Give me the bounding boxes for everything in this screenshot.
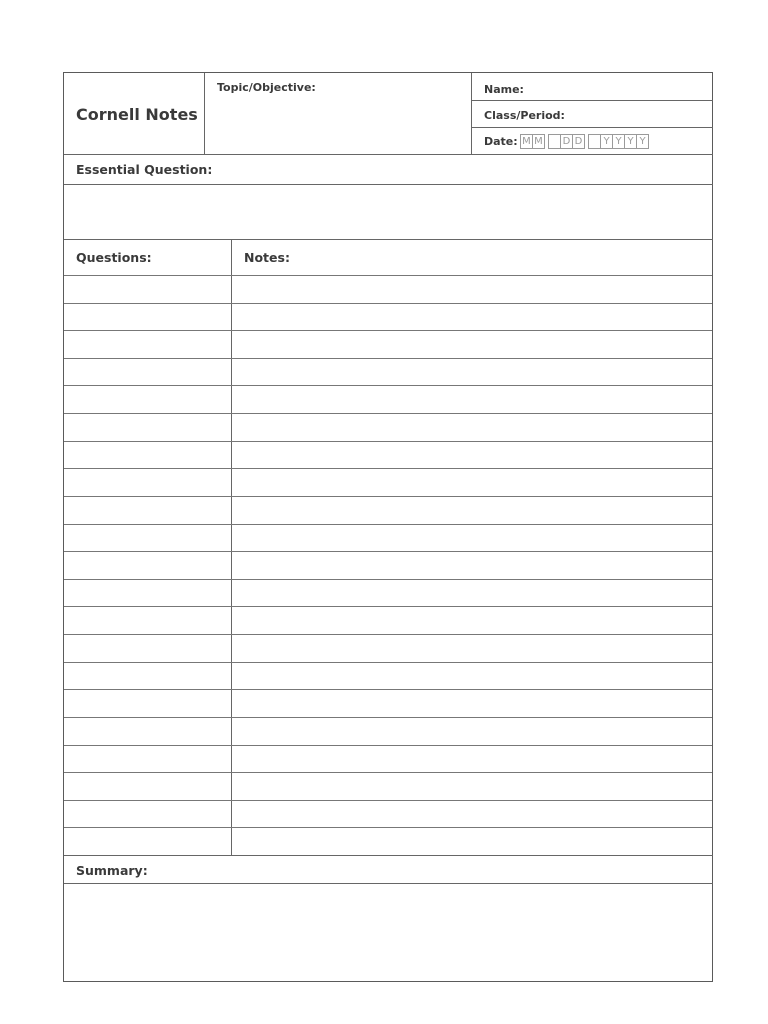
essential-question-label: Essential Question:	[76, 162, 213, 177]
date-year-box[interactable]: Y	[600, 134, 613, 149]
note-row-line	[64, 579, 712, 580]
summary-area[interactable]	[64, 884, 712, 980]
note-row-line	[64, 717, 712, 718]
note-row-line	[64, 358, 712, 359]
note-row-line	[64, 551, 712, 552]
note-row-line	[64, 303, 712, 304]
header-divider-2	[471, 73, 472, 155]
class-line	[472, 127, 713, 128]
essential-question-bottom-line	[64, 239, 713, 240]
note-row-line	[64, 827, 712, 828]
note-row-line	[64, 634, 712, 635]
note-row-line	[64, 606, 712, 607]
note-row-line	[64, 330, 712, 331]
note-row-line	[64, 800, 712, 801]
class-period-label: Class/Period:	[484, 109, 565, 122]
note-row-line	[64, 413, 712, 414]
date-day-box[interactable]: D	[572, 134, 585, 149]
date-year-box[interactable]: Y	[636, 134, 649, 149]
questions-column-label: Questions:	[76, 250, 152, 265]
essential-question-area[interactable]	[64, 185, 712, 239]
date-label: Date:	[484, 135, 518, 148]
note-row-line	[64, 496, 712, 497]
page-title: Cornell Notes	[76, 105, 198, 124]
note-row-line	[64, 745, 712, 746]
note-row-line	[64, 275, 712, 276]
note-row-line	[64, 689, 712, 690]
header-bottom-line	[64, 154, 713, 155]
date-month-box[interactable]: M	[532, 134, 545, 149]
date-year-box[interactable]: Y	[624, 134, 637, 149]
note-row-line	[64, 468, 712, 469]
topic-label: Topic/Objective:	[217, 81, 316, 94]
note-row-line	[64, 385, 712, 386]
summary-label: Summary:	[76, 863, 148, 878]
notes-column-label: Notes:	[244, 250, 290, 265]
header-divider-1	[204, 73, 205, 155]
note-row-line	[64, 772, 712, 773]
note-row-line	[64, 524, 712, 525]
name-label: Name:	[484, 83, 524, 96]
summary-top-line	[64, 855, 713, 856]
date-input-boxes[interactable]	[520, 134, 648, 149]
questions-notes-divider	[231, 240, 232, 856]
date-month-box[interactable]: M	[520, 134, 533, 149]
name-line	[472, 100, 713, 101]
date-day-box[interactable]: D	[560, 134, 573, 149]
note-row-line	[64, 441, 712, 442]
note-row-line	[64, 662, 712, 663]
date-year-box[interactable]: Y	[612, 134, 625, 149]
